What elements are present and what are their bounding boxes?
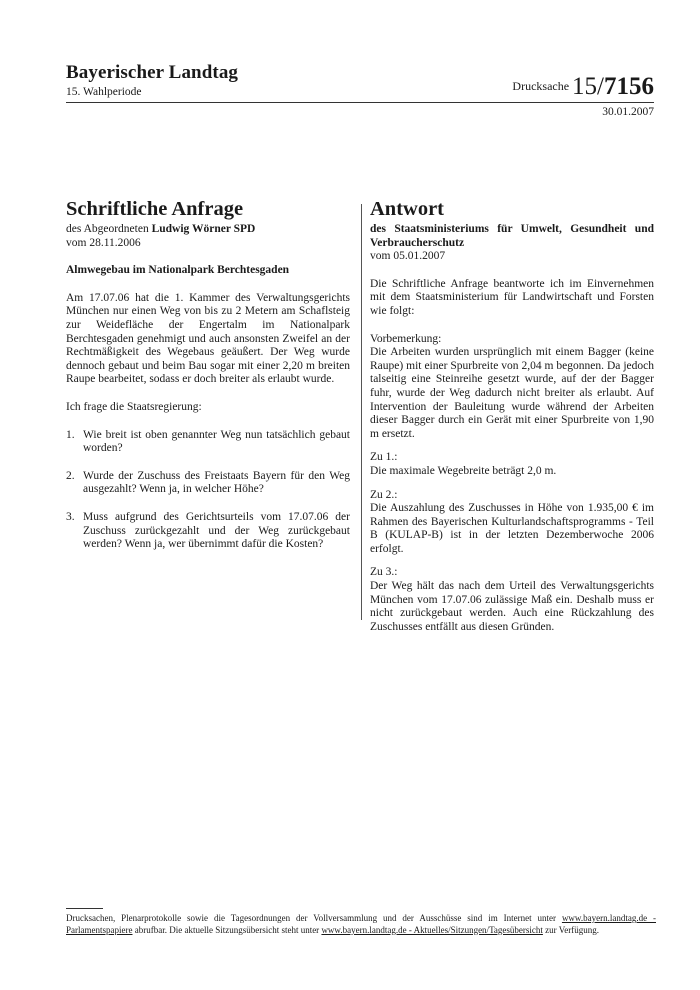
question-number: 3. [66,510,75,523]
answer-label-2: Zu 2.: [370,488,398,501]
question-item [66,429,350,456]
vorbemerkung-text: Die Arbeiten wurden ursprünglich mit einem Bagger (keine Raupe) mit einer Spurbreite von 2,04 m begonnen. Da jedoch talseitig eine Steinreihe gesetzt wurde, auf der der Bagger fuhr, wurde der Weg dadurch nicht breiter als erlaubt. Auf Intervention der Bauleitung wurde während der Arbeiten dieser Bagger durch ein Gerät mit einer Spurbreite von 1,90 m ersetzt. [370,346,654,440]
anfrage-body: Am 17.07.06 hat die 1. Kammer des Verwaltungsgerichts München nur einen Weg von bis zu 2 Metern am Schaflsteig zur Weidefläche der Engertalm im Nationalpark Berchtesgaden genehmigt und auch ansonsten Zweifel an der Rechtmäßigkeit des Wegebaus geäußert. Der Weg wurde dennoch gebaut und beim Bau sogar mit einer 2,20 m breiten Raupe bearbeitet, sodass er doch breiter als erlaubt wurde. [66,291,350,386]
parlamentspapiere-link[interactable]: www.bayern.landtag.de - Parlamentspapiere [66,913,656,935]
drucksache-number [512,73,654,101]
question-number: 2. [66,469,75,482]
footer-text: abrufbar. Die aktuelle Sitzungsübersicht steht unter [132,924,322,935]
question-item [66,470,350,497]
anfrage-title: Schriftliche Anfrage [66,198,244,220]
header-rule [66,102,654,103]
drucksache-number-value: 7156 [604,73,654,100]
antwort-column [370,197,654,634]
antwort-date: vom 05.01.2007 [370,250,446,263]
antwort-intro: Die Schriftliche Anfrage beantworte ich im Einvernehmen mit dem Staatsministerium für Landwirtschaft und Forsten wie folgt: [370,277,654,317]
anfrage-author-line [66,223,350,237]
tagesuebersicht-link[interactable]: www.bayern.landtag.de - Aktuelles/Sitzungen/Tagesübersicht [321,924,543,935]
answer-text-2: Die Auszahlung des Zuschusses in Höhe von 1.935,00 € im Rahmen des Bayerischen Kulturlandschaftsprogramms - Teil B (KULAP-B) ist in der letzten Dezemberwoche 2006 erfolgt. [370,502,654,555]
question-text: Muss aufgrund des Gerichtsurteils vom 17.07.06 der Zuschuss zurückgezahlt und der Weg zurückgebaut werden? Wenn ja, wer übernimmt dafür die Kosten? [83,510,350,551]
vorbemerkung-label: Vorbemerkung: [370,332,442,345]
column-divider [361,204,362,620]
question-item [66,511,350,552]
anfrage-author: Ludwig Wörner SPD [151,223,256,235]
legislative-period: 15. Wahlperiode [66,86,142,98]
question-text: Wurde der Zuschuss des Freistaats Bayern für den Weg ausgezahlt? Wenn ja, in welcher Höhe? [83,469,350,496]
drucksache-prefix: 15/ [572,73,604,100]
answer-text-3: Der Weg hält das nach dem Urteil des Verwaltungsgerichts München vom 17.07.06 zulässige Maß ein. Deshalb muss er nicht zurückgebaut werden. Auch eine Rückzahlung des Zuschusses entfällt aus diesen Gründen. [370,580,654,633]
document-date: 30.01.2007 [602,106,654,118]
anfrage-subject: Almwegebau im Nationalpark Berchtesgaden [66,264,290,277]
answer-label-3: Zu 3.: [370,566,398,579]
anfrage-author-prefix: des Abgeordneten [66,223,152,235]
institution-title: Bayerischer Landtag [66,62,239,83]
question-text: Wie breit ist oben genannter Weg nun tatsächlich gebaut worden? [83,428,350,455]
drucksache-label: Drucksache [512,79,570,93]
antwort-ministry: des Staatsministeriums für Umwelt, Gesundheit und Verbraucherschutz [370,223,654,249]
question-intro: Ich frage die Staatsregierung: [66,400,202,413]
footer-text: Drucksachen, Plenarprotokolle sowie die Tagesordnungen der Vollversammlung und der Ausschüsse sind im Internet unter [66,913,562,923]
question-number: 1. [66,428,75,441]
answer-label-1: Zu 1.: [370,451,398,464]
footer-note [66,913,656,936]
answer-text-1: Die maximale Wegebreite beträgt 2,0 m. [370,464,557,477]
footer-text: zur Verfügung. [542,924,599,935]
anfrage-date: vom 28.11.2006 [66,236,141,249]
footnote-rule [66,908,103,909]
question-list [66,429,350,552]
anfrage-column [66,197,350,566]
antwort-title: Antwort [370,198,445,220]
